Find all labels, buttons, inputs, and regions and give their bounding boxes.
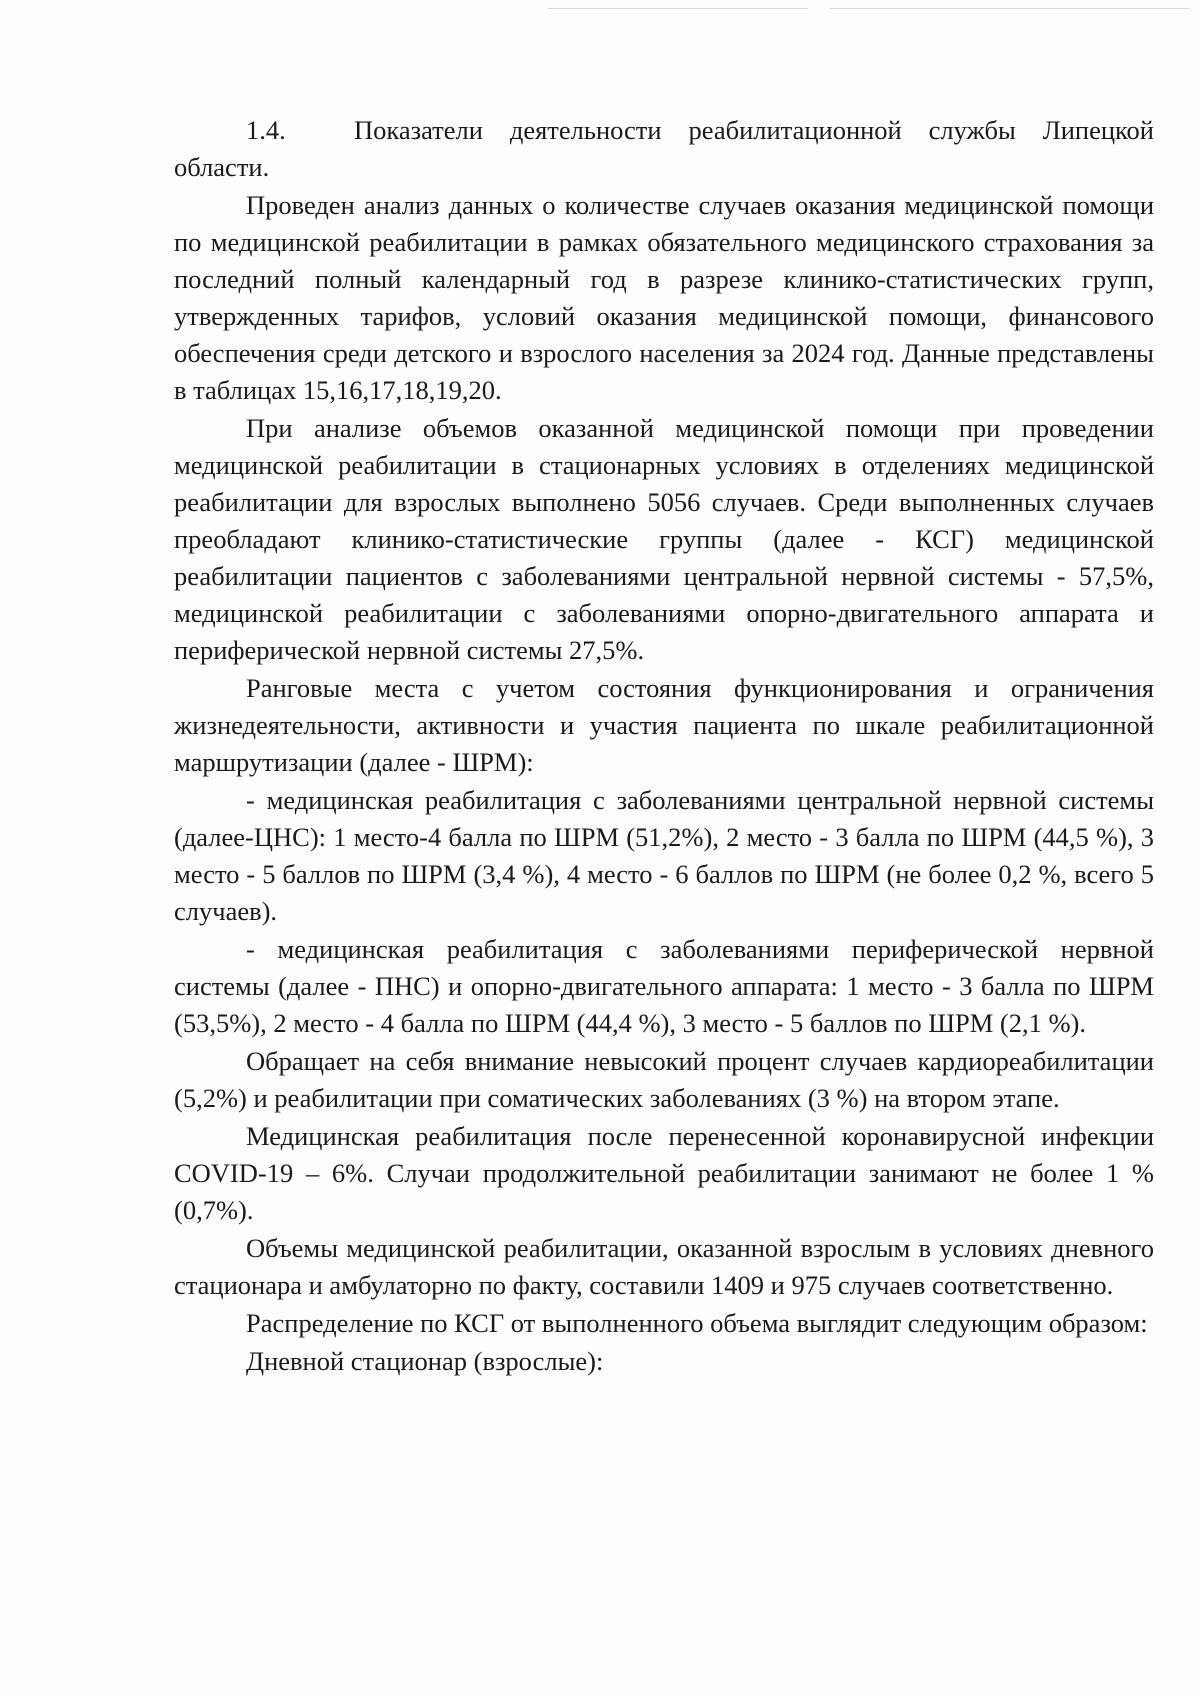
paragraph-analysis: Проведен анализ данных о количестве случаев оказания медицинской помощи по медицинской реабилитации в рамках обязательного медицинского страхования за последний полный календарный год в разрезе клинико-статистических групп, утвержденных тарифов, условий оказания медицинской помощи, финансового обеспечения среди детского и взрослого населения за 2024 год. Данные представлены в таблицах 15,16,17,18,19,20. [174,190,1154,405]
paragraph-cardio: Обращает на себя внимание невысокий процент случаев кардиореабилитации (5,2%) и реабилитации при соматических заболеваниях (3 %) на втором этапе. [174,1046,1154,1113]
paragraph-cns-ranks: - медицинская реабилитация с заболеваниями центральной нервной системы (далее-ЦНС): 1 место-4 балла по ШРМ (51,2%), 2 место - 3 балла по ШРМ (44,5 %), 3 место - 5 баллов по ШРМ (3,4 %), 4 место - 6 баллов по ШРМ (не более 0,2 %, всего 5 случаев). [174,785,1154,926]
paragraph-day-hospital-volume: Объемы медицинской реабилитации, оказанной взрослым в условиях дневного стационара и амбулаторно по факту, составили 1409 и 975 случаев соответственно. [174,1233,1154,1300]
paragraph-inpatient-volume: При анализе объемов оказанной медицинской помощи при проведении медицинской реабилитации в стационарных условиях в отделениях медицинской реабилитации для взрослых выполнено 5056 случаев. Среди выполненных случаев преобладают клинико-статистические группы (далее - КСГ) медицинской реабилитации пациентов с заболеваниями центральной нервной системы - 57,5%, медицинской реабилитации с заболеваниями опорно-двигательного аппарата и периферической нервной системы 27,5%. [174,413,1154,665]
scan-artifact-line [830,8,1190,9]
section-title: Показатели деятельности реабилитационной службы Липецкой области. [174,115,1154,182]
scan-artifact-line [548,8,808,9]
paragraph-distribution: Распределение по КСГ от выполненного объема выглядит следующим образом: [246,1308,1148,1338]
paragraph-covid: Медицинская реабилитация после перенесенной коронавирусной инфекции COVID-19 – 6%. Случаи продолжительной реабилитации занимают не более 1 % (0,7%). [174,1121,1154,1225]
paragraph-rankings: Ранговые места с учетом состояния функционирования и ограничения жизнедеятельности, активности и участия пациента по шкале реабилитационной маршрутизации (далее - ШРМ): [174,673,1154,777]
paragraph-day-hospital-adults: Дневной стационар (взрослые): [246,1346,604,1376]
section-number: 1.4. [246,115,286,145]
paragraph-pns-ranks: - медицинская реабилитация с заболеваниями периферической нервной системы (далее - ПНС) и опорно-двигательного аппарата: 1 место - 3 балла по ШРМ (53,5%), 2 место - 4 балла по ШРМ (44,4 %), 3 место - 5 баллов по ШРМ (2,1 %). [174,934,1154,1038]
section-heading [174,112,1154,186]
document-body [174,112,1154,1380]
